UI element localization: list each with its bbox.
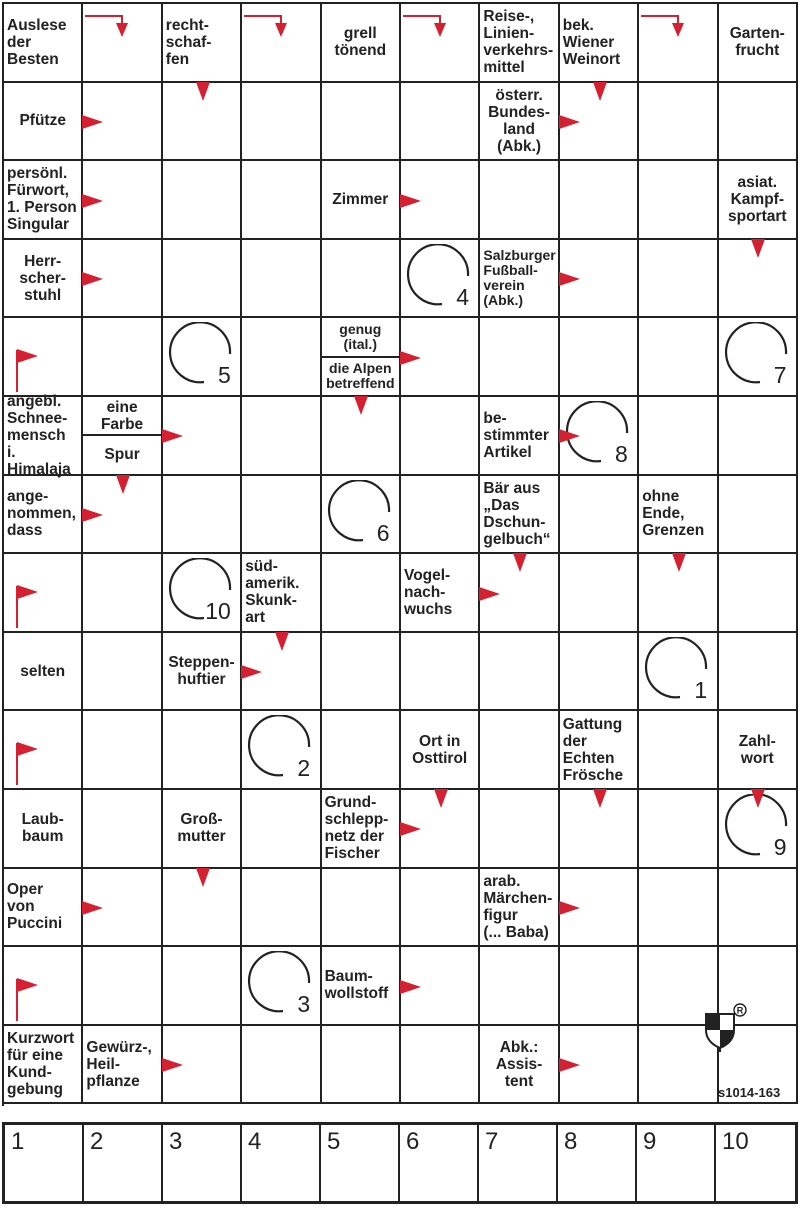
arrow-down-icon xyxy=(433,789,449,809)
clue-cell xyxy=(480,4,559,83)
arrow-down-icon xyxy=(195,868,211,888)
clue-cell xyxy=(480,397,559,476)
answer-cell[interactable] xyxy=(401,476,480,555)
clue-cell xyxy=(480,476,559,555)
solution-box[interactable] xyxy=(163,1125,242,1201)
solution-box-number: 7 xyxy=(485,1128,499,1155)
answer-cell[interactable] xyxy=(242,869,321,948)
answer-cell[interactable] xyxy=(560,633,639,712)
clue-cell xyxy=(4,476,83,555)
arrow-right-icon xyxy=(559,900,581,916)
clue-cell xyxy=(4,392,83,478)
answer-cell[interactable] xyxy=(322,869,401,948)
answer-cell[interactable] xyxy=(639,711,718,790)
arrow-right-icon xyxy=(559,114,581,130)
solution-box-number: 3 xyxy=(169,1128,183,1155)
arrow-right-icon xyxy=(82,900,104,916)
answer-cell[interactable] xyxy=(719,554,798,633)
clue-cell xyxy=(401,711,480,790)
answer-cell[interactable] xyxy=(242,790,321,869)
answer-cell[interactable] xyxy=(401,633,480,712)
clue-text: Zimmer xyxy=(332,190,389,208)
clue-upper xyxy=(83,397,160,436)
solution-box[interactable] xyxy=(558,1125,637,1201)
clue-text: Bär aus „Das Dschun- gelbuch“ xyxy=(483,479,551,548)
answer-cell[interactable] xyxy=(639,161,718,240)
clue-text: grell tönend xyxy=(334,25,387,60)
solution-box[interactable] xyxy=(479,1125,558,1201)
clue-text: Salzburger Fußball- verein (Abk.) xyxy=(483,247,556,309)
arrow-right-icon xyxy=(400,979,422,995)
clue-cell xyxy=(83,397,162,476)
answer-cell[interactable] xyxy=(560,476,639,555)
arrow-right-icon xyxy=(82,193,104,209)
answer-cell[interactable] xyxy=(560,161,639,240)
clue-cell xyxy=(480,1026,559,1105)
answer-cell[interactable] xyxy=(401,1026,480,1105)
arrow-right-icon xyxy=(400,193,422,209)
answer-cell[interactable] xyxy=(480,161,559,240)
arrow-down-icon xyxy=(750,789,766,809)
clue-text-upper: eine Farbe xyxy=(100,398,144,433)
arrow-right-icon xyxy=(400,821,422,837)
arrow-down-icon xyxy=(353,396,369,416)
crossword-grid xyxy=(2,2,798,1106)
answer-cell[interactable] xyxy=(401,83,480,162)
answer-cell[interactable] xyxy=(163,476,242,555)
answer-cell[interactable] xyxy=(83,947,162,1026)
arrow-right-icon xyxy=(82,271,104,287)
answer-cell[interactable] xyxy=(719,397,798,476)
clue-cell xyxy=(560,4,639,83)
clue-text: recht- schaf- fen xyxy=(165,16,212,68)
solution-box[interactable] xyxy=(716,1125,795,1201)
arrow-down-icon xyxy=(115,475,131,495)
clue-text: Laub- baum xyxy=(21,811,64,846)
ring-number: 10 xyxy=(205,598,231,625)
clue-text: ange- nommen, dass xyxy=(7,488,76,540)
solution-box-number: 4 xyxy=(248,1128,262,1155)
answer-cell[interactable] xyxy=(639,397,718,476)
clue-text: Reise-, Linien- verkehrs- mittel xyxy=(483,8,554,77)
solution-box[interactable] xyxy=(84,1125,163,1201)
clue-cell xyxy=(4,869,83,948)
arrow-down-icon xyxy=(195,82,211,102)
solution-box[interactable] xyxy=(5,1125,84,1201)
solution-box[interactable] xyxy=(242,1125,321,1201)
answer-cell[interactable] xyxy=(560,947,639,1026)
arrow-down-icon xyxy=(512,553,528,573)
clue-cell xyxy=(4,790,83,869)
solution-ring xyxy=(168,322,234,388)
arrow-bent-down-icon xyxy=(641,13,691,45)
answer-cell[interactable] xyxy=(322,554,401,633)
clue-lower xyxy=(83,436,160,473)
answer-cell[interactable] xyxy=(560,554,639,633)
solution-box[interactable] xyxy=(637,1125,716,1201)
clue-text: Grund- schlepp- netz der Fischer xyxy=(324,794,389,863)
clue-cell xyxy=(480,869,559,948)
solution-ring xyxy=(327,480,393,546)
ring-number: 6 xyxy=(376,519,390,546)
answer-cell[interactable] xyxy=(163,161,242,240)
clue-text: Kurzwort für eine Kund- gebung xyxy=(7,1030,75,1099)
answer-cell[interactable] xyxy=(242,397,321,476)
clue-cell xyxy=(4,161,83,240)
clue-lower xyxy=(322,358,399,395)
clue-cell xyxy=(4,1026,83,1105)
ring-number: 9 xyxy=(773,834,787,860)
clue-text: bek. Wiener Weinort xyxy=(562,16,621,68)
answer-cell[interactable] xyxy=(639,790,718,869)
arrow-down-icon xyxy=(592,789,608,809)
clue-cell xyxy=(83,1026,162,1105)
answer-cell[interactable] xyxy=(83,790,162,869)
answer-cell[interactable] xyxy=(322,240,401,319)
ring-number: 3 xyxy=(297,991,311,1018)
clue-cell xyxy=(322,4,401,83)
answer-cell[interactable] xyxy=(163,711,242,790)
arrow-bent-down-icon xyxy=(403,13,453,45)
solution-ring xyxy=(247,951,313,1017)
clue-text: selten xyxy=(20,662,66,680)
clue-cell xyxy=(719,161,798,240)
clue-text: ohne Ende, Grenzen xyxy=(642,488,705,540)
arrow-right-icon xyxy=(559,1057,581,1073)
ring-number: 5 xyxy=(218,362,231,389)
solution-box-number: 1 xyxy=(11,1128,25,1155)
clue-text-lower: Spur xyxy=(104,446,140,464)
clue-text: asiat. Kampf- sportart xyxy=(728,173,787,225)
clue-text: Oper von Puccini xyxy=(7,881,63,933)
arrow-right-icon xyxy=(162,428,184,444)
solution-ring xyxy=(724,322,790,388)
solution-box-number: 8 xyxy=(564,1128,578,1155)
clue-text: Pfütze xyxy=(19,112,66,130)
answer-cell[interactable] xyxy=(639,240,718,319)
answer-cell[interactable] xyxy=(322,633,401,712)
arrow-down-icon xyxy=(750,239,766,259)
answer-cell[interactable] xyxy=(163,947,242,1026)
ring-number: 4 xyxy=(456,283,469,310)
answer-cell[interactable] xyxy=(83,711,162,790)
answer-cell[interactable] xyxy=(719,869,798,948)
flag-arrow-icon xyxy=(14,977,40,1023)
answer-cell[interactable] xyxy=(242,161,321,240)
clue-cell xyxy=(560,711,639,790)
answer-cell[interactable] xyxy=(163,240,242,319)
ring-number: 2 xyxy=(297,755,311,782)
solution-box-number: 5 xyxy=(327,1128,341,1155)
clue-upper xyxy=(322,318,399,357)
answer-cell[interactable] xyxy=(480,318,559,397)
clue-cell xyxy=(322,947,401,1026)
arrow-right-icon xyxy=(400,350,422,366)
solution-ring xyxy=(644,637,710,703)
clue-cell xyxy=(719,4,798,83)
solution-ring xyxy=(168,558,234,624)
flag-arrow-icon xyxy=(14,348,40,394)
clue-cell xyxy=(242,554,321,633)
clue-cell xyxy=(322,790,401,869)
ring-number: 7 xyxy=(773,362,787,389)
solution-box-number: 9 xyxy=(643,1128,657,1155)
clue-text: Herr- scher- stuhl xyxy=(19,252,66,304)
answer-cell[interactable] xyxy=(639,318,718,397)
clue-cell xyxy=(639,476,718,555)
arrow-down-icon xyxy=(274,632,290,652)
clue-cell xyxy=(401,554,480,633)
clue-cell xyxy=(322,161,401,240)
clue-cell xyxy=(322,318,401,397)
arrow-down-icon xyxy=(592,82,608,102)
clue-text: Gattung der Echten Frösche xyxy=(562,715,624,784)
solution-box-number: 6 xyxy=(406,1128,420,1155)
arrow-right-icon xyxy=(559,271,581,287)
answer-cell[interactable] xyxy=(480,947,559,1026)
clue-text: Steppen- huftier xyxy=(168,654,235,689)
clue-text: Gewürz-, Heil- pflanze xyxy=(86,1038,152,1090)
answer-cell[interactable] xyxy=(480,790,559,869)
answer-cell[interactable] xyxy=(480,633,559,712)
svg-text:R: R xyxy=(736,1005,744,1016)
answer-cell[interactable] xyxy=(242,476,321,555)
answer-cell[interactable] xyxy=(639,83,718,162)
clue-text: Ort in Osttirol xyxy=(412,732,468,767)
clue-text: österr. Bundes- land (Abk.) xyxy=(488,86,551,155)
clue-text: Vogel- nach- wuchs xyxy=(404,566,453,618)
clue-text-lower: die Alpen betreffend xyxy=(326,360,395,392)
clue-text: süd- amerik. Skunk- art xyxy=(245,558,300,627)
answer-cell[interactable] xyxy=(401,869,480,948)
clue-text: Garten- frucht xyxy=(729,25,785,60)
answer-cell[interactable] xyxy=(719,83,798,162)
arrow-bent-down-icon xyxy=(85,13,135,45)
publisher-logo xyxy=(700,1000,750,1057)
answer-cell[interactable] xyxy=(322,1026,401,1105)
clue-text: persönl. Fürwort, 1. Person Singular xyxy=(7,165,77,234)
answer-cell[interactable] xyxy=(242,1026,321,1105)
puzzle-code: s1014-163 xyxy=(718,1085,781,1100)
answer-cell[interactable] xyxy=(401,397,480,476)
clue-cell xyxy=(480,240,559,319)
clue-cell xyxy=(4,240,83,319)
clue-text: angebl. Schnee- mensch i. Himalaja xyxy=(7,392,71,478)
clue-cell xyxy=(480,83,559,162)
answer-cell[interactable] xyxy=(83,554,162,633)
answer-cell[interactable] xyxy=(480,711,559,790)
clue-text-upper: genug (ital.) xyxy=(339,321,382,353)
ring-number: 1 xyxy=(694,676,708,703)
answer-cell[interactable] xyxy=(242,318,321,397)
answer-cell[interactable] xyxy=(639,869,718,948)
clue-cell xyxy=(163,4,242,83)
ring-number: 8 xyxy=(615,441,628,467)
solution-ring xyxy=(247,715,313,781)
arrow-right-icon xyxy=(162,1057,184,1073)
answer-cell[interactable] xyxy=(560,318,639,397)
clue-text: be- stimmter Artikel xyxy=(483,409,549,461)
arrow-right-icon xyxy=(559,428,581,444)
answer-cell[interactable] xyxy=(242,240,321,319)
arrow-down-icon xyxy=(671,553,687,573)
clue-cell xyxy=(4,633,83,712)
arrow-right-icon xyxy=(241,664,263,680)
arrow-right-icon xyxy=(82,507,104,523)
clue-text: Abk.: Assis- tent xyxy=(495,1038,543,1090)
answer-cell[interactable] xyxy=(242,83,321,162)
answer-cell[interactable] xyxy=(83,318,162,397)
solution-box[interactable] xyxy=(400,1125,479,1201)
clue-cell xyxy=(163,790,242,869)
solution-bar xyxy=(2,1122,798,1204)
clue-text: Zahl- wort xyxy=(738,732,776,767)
flag-arrow-icon xyxy=(14,741,40,787)
solution-box[interactable] xyxy=(321,1125,400,1201)
arrow-right-icon xyxy=(479,586,501,602)
clue-cell xyxy=(4,4,83,83)
clue-cell xyxy=(719,711,798,790)
answer-cell[interactable] xyxy=(719,476,798,555)
clue-text: Baum- wollstoff xyxy=(324,968,389,1003)
clue-cell xyxy=(4,83,83,162)
answer-cell[interactable] xyxy=(322,83,401,162)
solution-ring xyxy=(406,244,472,310)
clue-text: Auslese der Besten xyxy=(7,16,67,68)
solution-box-number: 2 xyxy=(90,1128,104,1155)
flag-arrow-icon xyxy=(14,584,40,630)
answer-cell[interactable] xyxy=(719,633,798,712)
answer-cell[interactable] xyxy=(322,711,401,790)
clue-text: arab. Märchen- figur (... Baba) xyxy=(483,872,553,941)
clue-cell xyxy=(163,633,242,712)
clue-text: Groß- mutter xyxy=(177,811,226,846)
arrow-right-icon xyxy=(82,114,104,130)
arrow-bent-down-icon xyxy=(244,13,294,45)
solution-box-number: 10 xyxy=(722,1128,749,1155)
answer-cell[interactable] xyxy=(83,633,162,712)
